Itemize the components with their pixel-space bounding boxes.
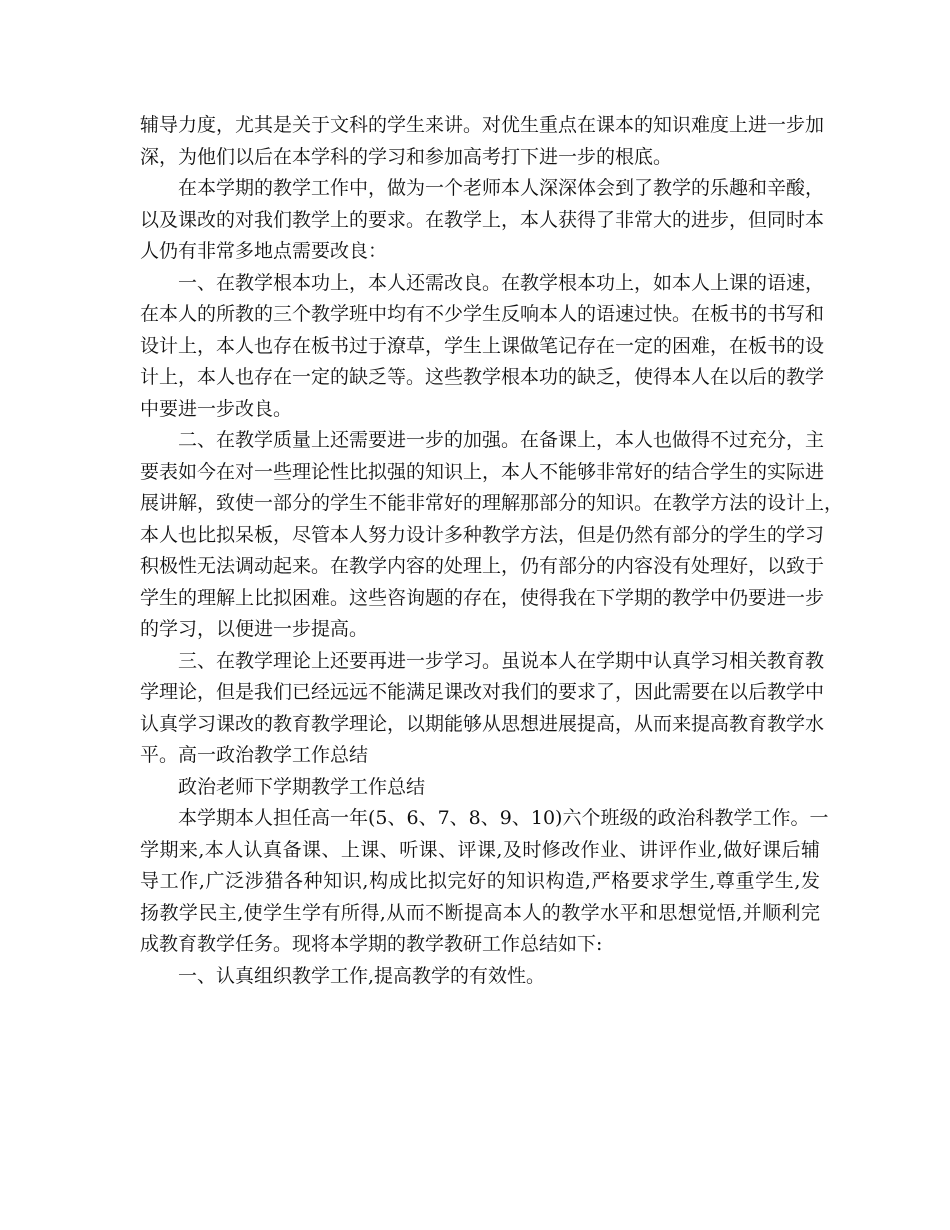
text-line: 认真学习课改的教育教学理论，以期能够从思想进展提高，从而来提高教育教学水 (140, 712, 825, 735)
text-line: 要表如今在对一些理论性比拟强的知识上，本人不能够非常好的结合学生的实际进 (140, 460, 825, 483)
text-line: 导工作,广泛涉猎各种知识,构成比拟完好的知识构造,严格要求学生,尊重学生,发 (140, 870, 820, 892)
text-line: 一、认真组织教学工作,提高教学的有效性。 (178, 964, 546, 987)
text-line: 政治老师下学期教学工作总结 (178, 775, 426, 798)
text-line: 中要进一步改良。 (140, 397, 293, 420)
text-line: 学生的理解上比拟困难。这些咨询题的存在，使得我在下学期的教学中仍要进一步 (140, 586, 825, 609)
text-line: 本人也比拟呆板，尽管本人努力设计多种教学方法，但是仍然有部分的学生的学习 (140, 523, 825, 546)
text-line: 平。高一政治教学工作总结 (140, 744, 369, 766)
text-line: 展讲解，致使一部分的学生不能非常好的理解那部分的知识。在教学方法的设计上， (140, 492, 844, 514)
text-line: 二、在教学质量上还需要进一步的加强。在备课上，本人也做得不过充分，主 (178, 429, 825, 451)
text-line: 三、在教学理论上还要再进一步学习。虽说本人在学期中认真学习相关教育教 (178, 649, 825, 672)
text-line: 本学期本人担任高一年(5、6、7、8、9、10)六个班级的政治科教学工作。一 (178, 807, 829, 829)
text-line: 成教育教学任务。现将本学期的教学教研工作总结如下: (140, 933, 603, 955)
text-line: 以及课改的对我们教学上的要求。在教学上，本人获得了非常大的进步，但同时本 (140, 208, 825, 231)
text-line: 辅导力度，尤其是关于文科的学生来讲。对优生重点在课本的知识难度上进一步加 (140, 114, 825, 136)
text-line: 在本学期的教学工作中，做为一个老师本人深深体会到了教学的乐趣和辛酸， (178, 177, 825, 199)
text-line: 一、在教学根本功上，本人还需改良。在教学根本功上，如本人上课的语速， (178, 271, 825, 294)
text-line: 计上，本人也存在一定的缺乏等。这些教学根本功的缺乏，使得本人在以后的教学 (140, 366, 825, 388)
text-line: 学期来,本人认真备课、上课、听课、评课,及时修改作业、讲评作业,做好课后辅 (140, 838, 820, 861)
text-line: 积极性无法调动起来。在教学内容的处理上，仍有部分的内容没有处理好，以致于 (140, 555, 825, 577)
text-line: 扬教学民主,使学生学有所得,从而不断提高本人的教学水平和思想觉悟,并顺利完 (140, 901, 820, 924)
text-line: 的学习，以便进一步提高。 (140, 618, 369, 640)
text-line: 深，为他们以后在本学科的学习和参加高考打下进一步的根底。 (140, 145, 673, 168)
text-line: 设计上，本人也存在板书过于潦草，学生上课做笔记存在一定的困难，在板书的设 (140, 334, 825, 357)
text-line: 人仍有非常多地点需要改良： (140, 240, 388, 262)
body-text (140, 110, 844, 992)
text-line: 在本人的所教的三个教学班中均有不少学生反响本人的语速过快。在板书的书写和 (140, 303, 825, 325)
text-line: 学理论，但是我们已经远远不能满足课改对我们的要求了，因此需要在以后教学中 (140, 681, 825, 703)
